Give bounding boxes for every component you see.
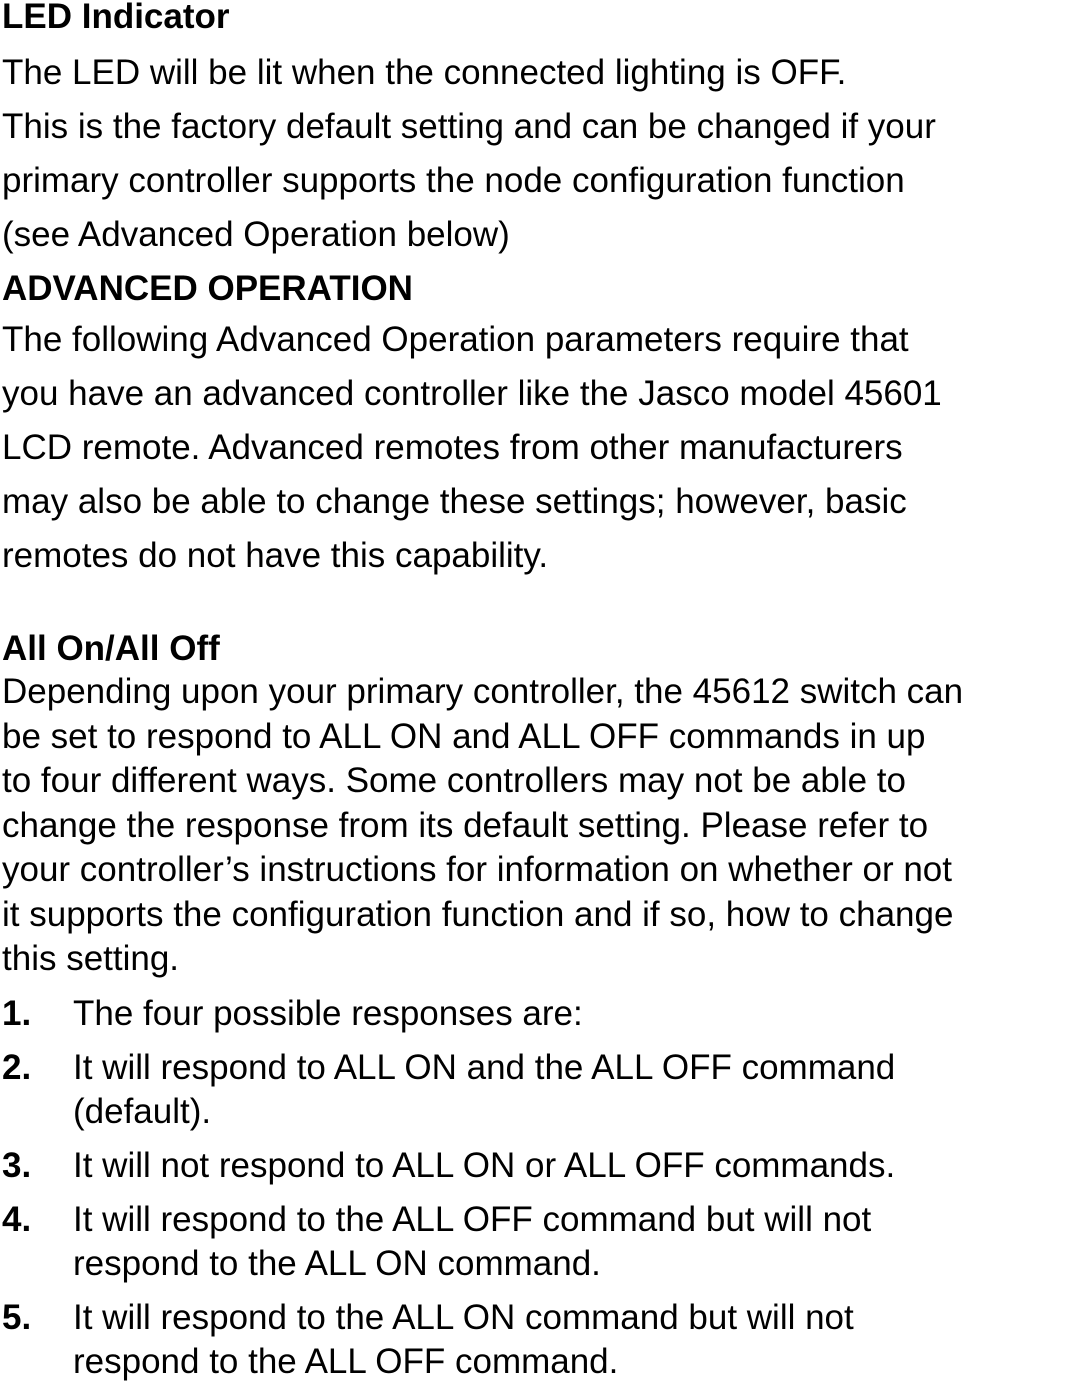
- all-on-all-off-heading: All On/All Off: [2, 629, 220, 668]
- paragraph-line: This is the factory default setting and can be changed if your: [2, 107, 936, 146]
- list-number: 1.: [2, 994, 32, 1033]
- list-item-text: It will respond to ALL ON and the ALL OFF command: [73, 1048, 896, 1087]
- paragraph-line: may also be able to change these settings; however, basic: [2, 482, 907, 521]
- paragraph-line: to four different ways. Some controllers may not be able to: [2, 761, 906, 800]
- paragraph-line: you have an advanced controller like the Jasco model 45601: [2, 374, 942, 413]
- paragraph-line: this setting.: [2, 939, 180, 978]
- paragraph-line: change the response from its default setting. Please refer to: [2, 805, 929, 845]
- list-number: 5.: [2, 1298, 32, 1337]
- led-indicator-heading: LED Indicator: [2, 0, 230, 36]
- list-item: [0, 1296, 1070, 1384]
- list-item-text: respond to the ALL OFF command.: [73, 1342, 619, 1381]
- advanced-operation-heading: ADVANCED OPERATION: [2, 269, 413, 308]
- list-number: 2.: [2, 1048, 32, 1087]
- list-item-text: It will not respond to ALL ON or ALL OFF commands.: [73, 1146, 896, 1185]
- paragraph-line: (see Advanced Operation below): [2, 215, 510, 254]
- list-item: [0, 1144, 1070, 1188]
- list-item-text: respond to the ALL ON command.: [73, 1244, 601, 1283]
- list-item-text: It will respond to the ALL OFF command but will not: [73, 1200, 872, 1239]
- list-number: 4.: [2, 1200, 32, 1239]
- list-number: 3.: [2, 1146, 32, 1185]
- paragraph-line: The following Advanced Operation parameters require that: [2, 320, 909, 359]
- paragraph-line: Depending upon your primary controller, the 45612 switch can: [2, 672, 964, 711]
- paragraph-line: LCD remote. Advanced remotes from other manufacturers: [2, 428, 903, 467]
- led-indicator-paragraph: [2, 46, 936, 262]
- paragraph-line: it supports the configuration function and if so, how to change: [2, 894, 954, 934]
- paragraph-line: remotes do not have this capability.: [2, 536, 549, 575]
- list-item-text: The four possible responses are:: [73, 994, 583, 1033]
- paragraph-line: your controller’s instructions for information on whether or not: [2, 850, 952, 889]
- all-on-all-off-paragraph: [2, 670, 963, 982]
- list-item: [0, 1198, 1070, 1286]
- list-item: [0, 992, 1070, 1036]
- list-item: [0, 1046, 1070, 1134]
- paragraph-line: be set to respond to ALL ON and ALL OFF commands in up: [2, 716, 926, 756]
- paragraph-line: primary controller supports the node configuration function: [2, 161, 905, 200]
- advanced-operation-paragraph: [2, 313, 942, 583]
- paragraph-line: The LED will be lit when the connected lighting is OFF.: [2, 53, 847, 92]
- responses-list: [0, 992, 1070, 1394]
- list-item-text: It will respond to the ALL ON command but will not: [73, 1298, 854, 1337]
- list-item-text: (default).: [73, 1092, 212, 1131]
